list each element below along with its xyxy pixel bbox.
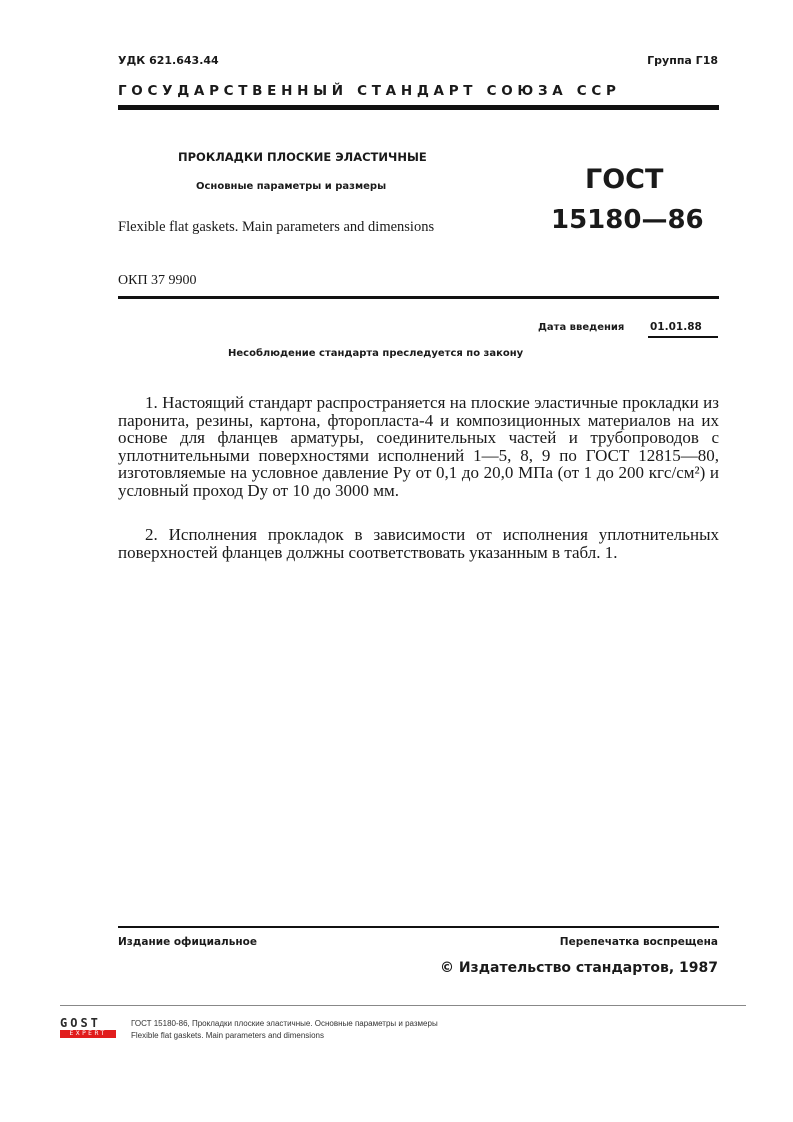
official-edition-label: Издание официальное	[118, 936, 257, 948]
document-page	[45, 0, 778, 1040]
gost-expert-logo[interactable]	[60, 1017, 116, 1039]
state-standard-heading: ГОСУДАРСТВЕННЫЙ СТАНДАРТ СОЮЗА ССР	[118, 83, 621, 99]
body-paragraph-1: 1. Настоящий стандарт распространяется на плоские эластичные прокладки из паронита, резины, картона, фторопласта-4 и композиционных материалов на их основе для фланцев арматуры, соединительных частей и трубопроводов с уплотнительными поверхностями исполнений 1—5, 8, 9 по ГОСТ 12815—80, изготовляемые на условное давление Pу от 0,1 до 20,0 МПа (от 1 до 200 кгс/см²) и условный проход Dу от 10 до 3000 мм.	[118, 393, 719, 500]
gost-label: ГОСТ	[585, 164, 664, 195]
title-rule	[118, 296, 719, 299]
group-code: Группа Г18	[647, 54, 718, 67]
document-title-en: Flexible flat gaskets. Main parameters and dimensions	[118, 219, 435, 235]
effective-date-value: 01.01.88	[650, 321, 702, 333]
logo-text-top: GOST	[60, 1016, 101, 1030]
gost-number: 15180—86	[551, 205, 704, 235]
reprint-prohibited-label: Перепечатка воспрещена	[559, 936, 718, 948]
footer-caption-ru: ГОСТ 15180-86, Прокладки плоские эластичные. Основные параметры и размеры	[131, 1019, 438, 1028]
okp-code: ОКП 37 9900	[118, 273, 197, 288]
logo-text-bottom: EXPERT	[60, 1030, 116, 1038]
site-footer-rule	[60, 1005, 746, 1006]
violation-notice: Несоблюдение стандарта преследуется по закону	[228, 348, 524, 359]
publisher-copyright: © Издательство стандартов, 1987	[439, 960, 718, 976]
document-subtitle-ru: Основные параметры и размеры	[196, 181, 387, 192]
header-rule	[118, 105, 719, 110]
document-title-ru: ПРОКЛАДКИ ПЛОСКИЕ ЭЛАСТИЧНЫЕ	[178, 150, 427, 164]
effective-date-underline	[648, 336, 718, 338]
udk-code: УДК 621.643.44	[118, 54, 219, 67]
body-paragraph-2: 2. Исполнения прокладок в зависимости от исполнения уплотнительных поверхностей фланцев должны соответствовать указанным в табл. 1.	[118, 525, 719, 562]
footer-rule-top	[118, 926, 719, 928]
effective-date-label: Дата введения	[538, 322, 625, 333]
footer-caption-en: Flexible flat gaskets. Main parameters and dimensions	[131, 1031, 324, 1040]
